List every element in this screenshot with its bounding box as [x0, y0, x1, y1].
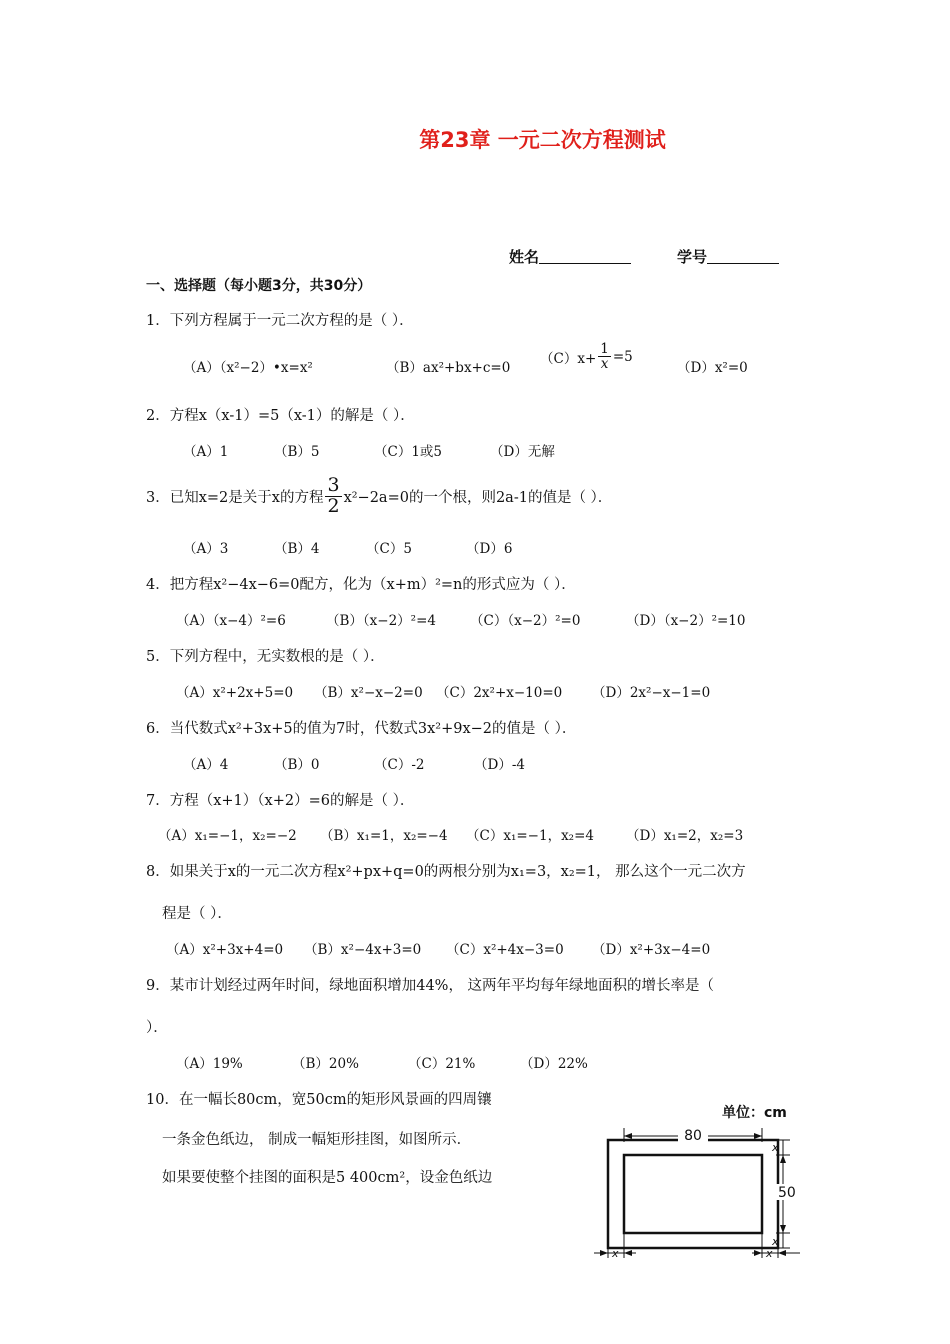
q6-option-c: （C）-2	[374, 757, 425, 773]
q7-option-d: （D）x₁=2，x₂=3	[626, 828, 744, 844]
question-2: 2．方程x（x-1）=5（x-1）的解是（ ）．	[146, 408, 415, 424]
q2-option-c: （C）1或5	[374, 444, 443, 460]
question-8-cont: 程是（ ）．	[162, 906, 232, 922]
bottom-right-x-label: x	[766, 1247, 773, 1260]
student-id-label: 学号	[677, 248, 708, 266]
q5-option-d: （D）2x²−x−1=0	[592, 685, 711, 701]
question-3: 3．已知x=2是关于x的方程 $\frac{3}{2}$ x²−2a=0的一个根，则2a-1的值是（ ）．	[146, 474, 613, 517]
q3-option-a: （A）3	[183, 541, 229, 557]
q8-option-b: （B）x²−4x+3=0	[304, 942, 422, 958]
q2-option-a: （A）1	[183, 444, 229, 460]
q3-option-d: （D）6	[466, 541, 513, 557]
q6-option-d: （D）-4	[474, 757, 525, 773]
arrow-left	[624, 1133, 632, 1139]
q8-option-c: （C）x²+4x−3=0	[446, 942, 564, 958]
question-6: 6．当代数式x²+3x+5的值为7时，代数式3x²+9x−2的值是（ ）．	[146, 721, 577, 737]
q4-option-a: （A）（x−4）²=6	[176, 613, 286, 629]
q6-option-a: （A）4	[183, 757, 229, 773]
frame-figure	[590, 1120, 810, 1260]
question-4: 4．把方程x²−4x−6=0配方，化为（x+m）²=n的形式应为（ ）．	[146, 577, 576, 593]
q9-option-c: （C）21%	[408, 1056, 476, 1072]
bottom-left-x-label: x	[612, 1247, 619, 1260]
name-field	[509, 246, 631, 267]
q7-option-a: （A）x₁=−1，x₂=−2	[158, 828, 297, 844]
q2-option-d: （D）无解	[490, 444, 555, 460]
q7-option-c: （C）x₁=−1，x₂=4	[466, 828, 594, 844]
q4-option-b: （B）（x−2）²=4	[326, 613, 436, 629]
width-label: 50	[778, 1185, 796, 1201]
q8-option-a: （A）x²+3x+4=0	[166, 942, 284, 958]
q5-option-a: （A）x²+2x+5=0	[176, 685, 294, 701]
name-label: 姓名	[509, 248, 540, 266]
question-8: 8．如果关于x的一元二次方程x²+px+q=0的两根分别为x₁=3，x₂=1， 那么这个一元二次方	[146, 864, 746, 880]
q8-option-d: （D）x²+3x−4=0	[592, 942, 711, 958]
q7-option-b: （B）x₁=1，x₂=−4	[320, 828, 448, 844]
inner-painting	[624, 1155, 762, 1233]
section-heading: 一、选择题（每小题3分，共30分）	[146, 278, 372, 294]
name-blank	[539, 249, 631, 264]
q3-option-c: （C）5	[366, 541, 412, 557]
student-id-blank	[707, 249, 779, 264]
q6-option-b: （B）0	[274, 757, 320, 773]
question-7: 7．方程（x+1）（x+2）=6的解是（ ）．	[146, 793, 415, 809]
page-title: 第23章 一元二次方程测试	[419, 128, 666, 152]
q9-option-b: （B）20%	[292, 1056, 359, 1072]
right-top-x-label: x	[772, 1141, 779, 1154]
fraction: $\frac{1}{x}$	[600, 341, 609, 373]
question-9-cont: ）．	[146, 1020, 168, 1036]
q1-option-a: （A）（x²−2）•x=x²	[183, 360, 313, 376]
unit-label: 单位：cm	[722, 1105, 787, 1121]
q4-option-c: （C）（x−2）²=0	[470, 613, 581, 629]
question-10: 10．在一幅长80cm，宽50cm的矩形风景画的四周镶	[146, 1092, 492, 1108]
student-id-field	[677, 246, 779, 267]
q1-option-d: （D）x²=0	[677, 360, 748, 376]
q4-option-d: （D）（x−2）²=10	[626, 613, 746, 629]
q5-option-b: （B）x²−x−2=0	[314, 685, 423, 701]
q5-option-c: （C）2x²+x−10=0	[436, 685, 563, 701]
question-10-line2: 一条金色纸边， 制成一幅矩形挂图，如图所示．	[162, 1132, 472, 1148]
question-9: 9．某市计划经过两年时间，绿地面积增加44%， 这两年平均每年绿地面积的增长率是（	[146, 978, 715, 994]
question-5: 5．下列方程中，无实数根的是（ ）．	[146, 649, 385, 665]
q1-option-b: （B）ax²+bx+c=0	[386, 360, 511, 376]
length-label: 80	[684, 1128, 702, 1144]
q3-option-b: （B）4	[274, 541, 320, 557]
fraction: $\frac{3}{2}$	[327, 474, 340, 517]
question-10-line3: 如果要使整个挂图的面积是5 400cm²，设金色纸边	[162, 1170, 493, 1186]
question-1: 1．下列方程属于一元二次方程的是（ ）．	[146, 313, 414, 329]
q9-option-a: （A）19%	[176, 1056, 243, 1072]
arrow-right	[754, 1133, 762, 1139]
q9-option-d: （D）22%	[520, 1056, 588, 1072]
right-bottom-x-label: x	[772, 1235, 779, 1248]
q2-option-b: （B）5	[274, 444, 320, 460]
q1-option-c: （C）x+ $\frac{1}{x}$ =5	[540, 341, 633, 373]
